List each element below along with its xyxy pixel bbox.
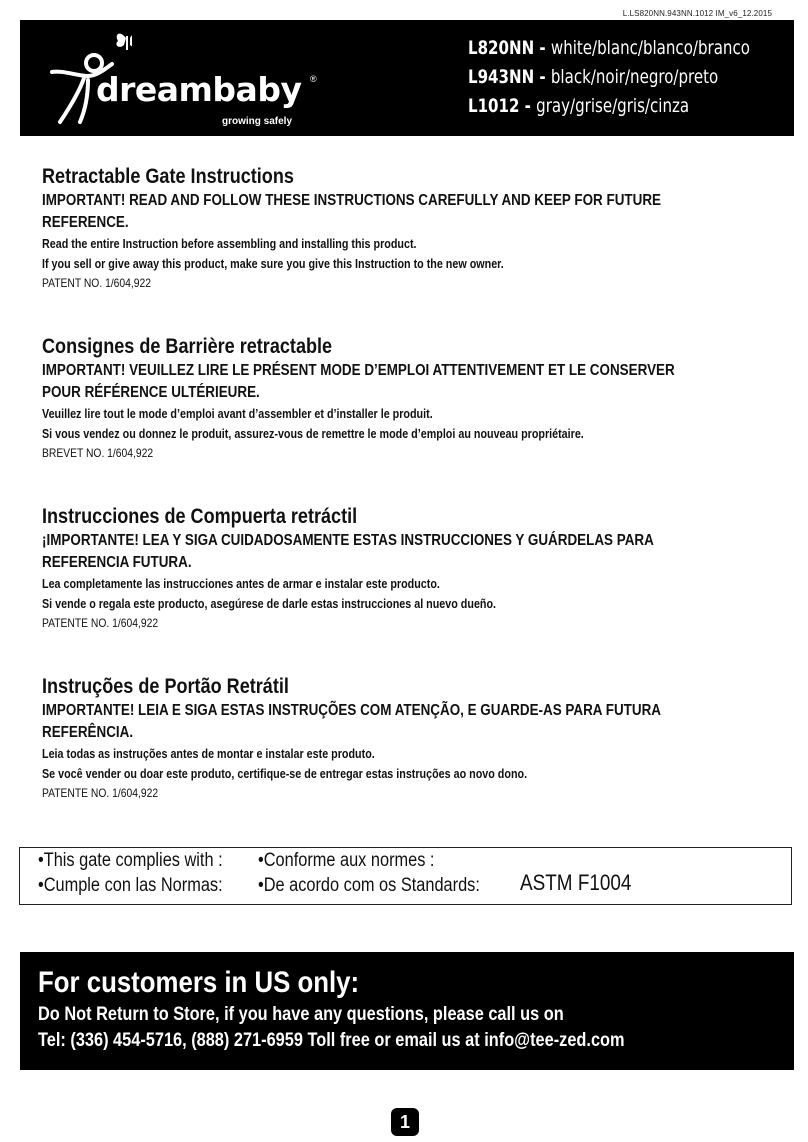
section-spanish xyxy=(42,504,742,632)
section-important: IMPORTANTE! LEIA E SIGA ESTAS INSTRUÇÕES COM ATENÇÃO, E GUARDE-AS PARA FUTURA REFERÊNCIA. xyxy=(42,702,661,741)
standards-box xyxy=(19,847,792,905)
section-important: IMPORTANT! VEUILLEZ LIRE LE PRÉSENT MODE D’EMPLOI ATTENTIVEMENT ET LE CONSERVER POUR RÉFÉRENCE ULTÉRIEURE. xyxy=(42,362,675,401)
standard-en: •This gate complies with : xyxy=(38,850,223,871)
section-line: Veuillez lire tout le mode d’emploi avant d’assembler et d’installer le produit. xyxy=(42,407,433,421)
standard-pt: •De acordo com os Standards: xyxy=(258,875,480,896)
document-code: L.LS820NN.943NN.1012 IM_v6_12.2015 xyxy=(622,9,772,18)
header-bar xyxy=(20,20,794,136)
section-line: Read the entire Instruction before assembling and installing this product. xyxy=(42,237,417,251)
model-code: L1012 xyxy=(468,95,520,117)
section-french xyxy=(42,334,742,462)
model-code: L943NN xyxy=(468,66,535,88)
us-box-title: For customers in US only: xyxy=(38,966,360,999)
model-separator: - xyxy=(534,66,551,88)
model-separator: - xyxy=(519,95,537,117)
model-line xyxy=(468,63,750,92)
standard-value: ASTM F1004 xyxy=(520,870,632,895)
model-colors: white/blanc/blanco/branco xyxy=(550,37,750,59)
patent-number: BREVET NO. 1/604,922 xyxy=(42,446,154,460)
section-line: Lea completamente las instrucciones antes de armar e instalar este producto. xyxy=(42,577,440,591)
us-customer-box xyxy=(20,952,794,1070)
brand-tagline: growing safely xyxy=(222,116,293,127)
registered-mark: ® xyxy=(310,74,317,84)
patent-number: PATENTE NO. 1/604,922 xyxy=(42,786,159,800)
section-portuguese xyxy=(42,674,742,802)
us-box-contact: Tel: (336) 454-5716, (888) 271-6959 Toll free or email us at info@tee-zed.com xyxy=(38,1030,625,1051)
section-important: ¡IMPORTANTE! LEA Y SIGA CUIDADOSAMENTE ESTAS INSTRUCCIONES Y GUÁRDELAS PARA REFERENCIA FUTURA. xyxy=(42,532,654,571)
model-line xyxy=(468,34,750,63)
section-line: Si vende o regala este producto, asegúrese de darle estas instrucciones al nuevo dueño. xyxy=(42,597,497,611)
section-line: If you sell or give away this product, make sure you give this Instruction to the new owner. xyxy=(42,257,504,271)
standard-fr: •Conforme aux normes : xyxy=(258,850,435,871)
page-number: 1 xyxy=(391,1108,419,1136)
model-colors: black/noir/negro/preto xyxy=(550,66,719,88)
section-english xyxy=(42,164,742,292)
brand-name: dreambaby xyxy=(96,70,302,109)
model-colors: gray/grise/gris/cinza xyxy=(536,95,690,117)
patent-number: PATENT NO. 1/604,922 xyxy=(42,276,151,290)
section-line: Se você vender ou doar este produto, certifique-se de entregar estas instruções ao novo dono. xyxy=(42,767,528,781)
section-title: Retractable Gate Instructions xyxy=(42,165,294,188)
standard-es: •Cumple con las Normas: xyxy=(38,875,223,896)
brand-logo xyxy=(42,28,322,128)
model-list xyxy=(468,34,788,121)
section-title: Consignes de Barrière retractable xyxy=(42,335,333,358)
model-code: L820NN xyxy=(468,37,535,59)
model-separator: - xyxy=(534,37,551,59)
patent-number: PATENTE NO. 1/604,922 xyxy=(42,616,159,630)
us-box-line: Do Not Return to Store, if you have any questions, please call us on xyxy=(38,1004,564,1025)
model-line xyxy=(468,92,750,121)
section-line: Leia todas as instruções antes de montar e instalar este produto. xyxy=(42,747,375,761)
section-title: Instrucciones de Compuerta retráctil xyxy=(42,505,358,528)
section-important: IMPORTANT! READ AND FOLLOW THESE INSTRUCTIONS CAREFULLY AND KEEP FOR FUTURE REFERENCE. xyxy=(42,192,661,231)
section-line: Si vous vendez ou donnez le produit, assurez-vous de remettre le mode d’emploi au nouveau propriétaire. xyxy=(42,427,584,441)
section-title: Instruções de Portão Retrátil xyxy=(42,675,289,698)
